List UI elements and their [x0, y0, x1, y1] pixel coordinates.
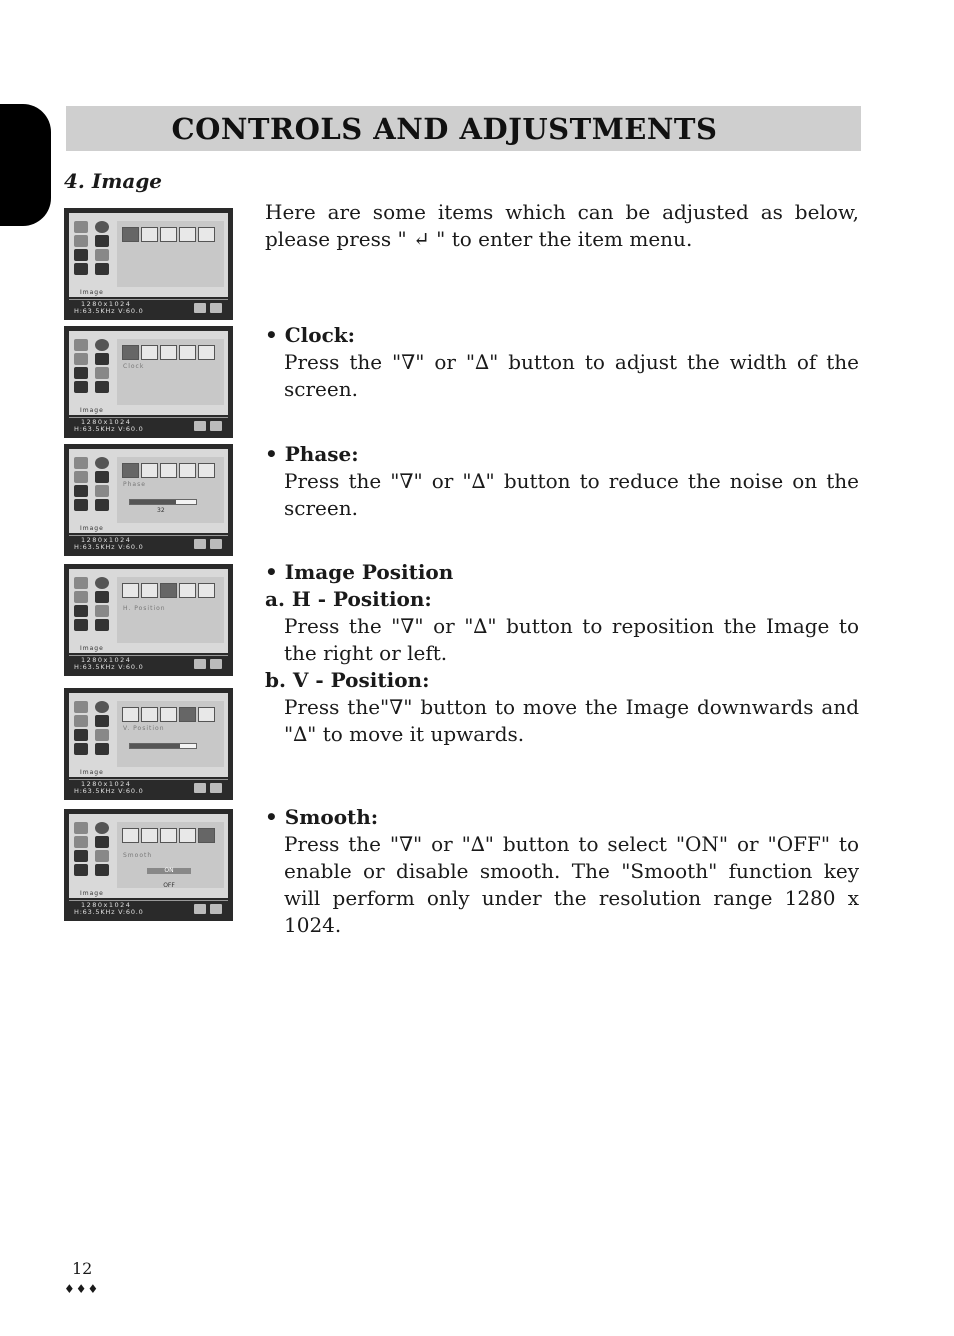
osd-resolution: 1280x1024: [81, 780, 132, 788]
osd-submenu-label: V. Position: [123, 725, 165, 732]
pen-icon: [74, 471, 88, 483]
footer-ornament: ♦♦♦: [64, 1282, 100, 1296]
image-icon: [95, 235, 109, 247]
image-icon: [95, 836, 109, 848]
speaker-icon: [210, 659, 222, 669]
input-icon: [194, 904, 206, 914]
osd-screenshot-clock: [64, 326, 233, 438]
speaker-icon: [210, 303, 222, 313]
monitor-icon: [74, 381, 88, 393]
volume-icon: [74, 221, 88, 233]
image-icon: [95, 471, 109, 483]
v-position-heading: b. V - Position:: [265, 668, 430, 692]
osd-frequency: H:63.5KHz V:60.0: [74, 663, 144, 671]
osd-frequency: H:63.5KHz V:60.0: [74, 425, 144, 433]
speaker-icon: [210, 783, 222, 793]
osd-frequency: H:63.5KHz V:60.0: [74, 307, 144, 315]
osd-frequency: H:63.5KHz V:60.0: [74, 908, 144, 916]
reset-icon: [95, 743, 109, 755]
osd-screenshot-v-position: [64, 688, 233, 800]
osd-slider: [129, 743, 197, 749]
osd-screenshot-image: [64, 208, 233, 320]
speaker-icon: [210, 539, 222, 549]
color-icon: [74, 367, 88, 379]
osd-resolution: 1280x1024: [81, 536, 132, 544]
volume-icon: [74, 457, 88, 469]
monitor-icon: [74, 743, 88, 755]
color-icon: [74, 485, 88, 497]
intro-paragraph: Here are some items which can be adjusted as below, please press " ↵ " to enter the item menu.: [265, 200, 859, 251]
smooth-heading: • Smooth:: [265, 805, 379, 829]
osd-submenu-label: Phase: [123, 481, 146, 488]
osd-menu-label: Image: [80, 769, 104, 776]
input-icon: [194, 659, 206, 669]
h-position-heading: a. H - Position:: [265, 587, 432, 611]
position-heading: • Image Position: [265, 560, 454, 584]
color-icon: [74, 729, 88, 741]
osd-option-off: OFF: [163, 882, 175, 889]
brightness-icon: [95, 701, 109, 713]
brightness-icon: [95, 221, 109, 233]
osd-menu-label: Image: [80, 890, 104, 897]
osd-frequency: H:63.5KHz V:60.0: [74, 787, 144, 795]
page-title: CONTROLS AND ADJUSTMENTS: [171, 111, 718, 146]
section-heading: 4. Image: [64, 169, 163, 193]
reset-icon: [95, 864, 109, 876]
v-position-text: Press the"∇" button to move the Image downwards and "∆" to move it upwards.: [284, 695, 859, 746]
position-block: [265, 559, 859, 748]
color-icon: [74, 605, 88, 617]
smooth-block: [265, 804, 859, 939]
brightness-icon: [95, 822, 109, 834]
pen-icon: [74, 235, 88, 247]
osd-screenshot-h-position: [64, 564, 233, 676]
osd-resolution: 1280x1024: [81, 901, 132, 909]
pen-icon: [74, 353, 88, 365]
osd-resolution: 1280x1024: [81, 418, 132, 426]
clock-heading: • Clock:: [265, 323, 356, 347]
monitor-icon: [74, 619, 88, 631]
color-icon: [74, 249, 88, 261]
osd-icon: [95, 249, 109, 261]
osd-submenu-label: H. Position: [123, 605, 166, 612]
osd-menu-label: Image: [80, 289, 104, 296]
image-icon: [95, 353, 109, 365]
volume-icon: [74, 822, 88, 834]
brightness-icon: [95, 339, 109, 351]
input-icon: [194, 539, 206, 549]
osd-submenu-label: Clock: [123, 363, 145, 370]
image-icon: [95, 715, 109, 727]
pen-icon: [74, 591, 88, 603]
osd-slider: [129, 499, 197, 505]
osd-frequency: H:63.5KHz V:60.0: [74, 543, 144, 551]
input-icon: [194, 421, 206, 431]
pen-icon: [74, 715, 88, 727]
osd-resolution: 1280x1024: [81, 300, 132, 308]
monitor-icon: [74, 263, 88, 275]
osd-menu-label: Image: [80, 525, 104, 532]
phase-text: Press the "∇" or "∆" button to reduce the noise on the screen.: [284, 469, 859, 520]
volume-icon: [74, 577, 88, 589]
monitor-icon: [74, 499, 88, 511]
phase-block: [265, 441, 859, 522]
monitor-icon: [74, 864, 88, 876]
osd-screenshot-smooth: [64, 809, 233, 921]
osd-icon: [95, 367, 109, 379]
image-icon: [95, 591, 109, 603]
brightness-icon: [95, 577, 109, 589]
osd-menu-label: Image: [80, 407, 104, 414]
osd-menu-label: Image: [80, 645, 104, 652]
osd-icon: [95, 850, 109, 862]
phase-heading: • Phase:: [265, 442, 359, 466]
page-number: 12: [72, 1259, 93, 1278]
osd-slider-value: 32: [157, 507, 165, 514]
osd-screenshot-phase: [64, 444, 233, 556]
input-icon: [194, 303, 206, 313]
chapter-tab: [0, 104, 51, 226]
osd-resolution: 1280x1024: [81, 656, 132, 664]
reset-icon: [95, 619, 109, 631]
osd-icon: [95, 605, 109, 617]
osd-submenu-label: Smooth: [123, 852, 153, 859]
speaker-icon: [210, 421, 222, 431]
pen-icon: [74, 836, 88, 848]
speaker-icon: [210, 904, 222, 914]
clock-text: Press the "∇" or "∆" button to adjust the width of the screen.: [284, 350, 859, 401]
brightness-icon: [95, 457, 109, 469]
h-position-text: Press the "∇" or "∆" button to reposition the Image to the right or left.: [284, 614, 859, 665]
osd-icon: [95, 485, 109, 497]
reset-icon: [95, 263, 109, 275]
smooth-text: Press the "∇" or "∆" button to select "ON" or "OFF" to enable or disable smooth. The "Smooth" function key will perform only under the resolution range 1280 x 1024.: [284, 832, 859, 937]
input-icon: [194, 783, 206, 793]
osd-option-on: ON: [147, 868, 191, 874]
reset-icon: [95, 499, 109, 511]
reset-icon: [95, 381, 109, 393]
volume-icon: [74, 339, 88, 351]
title-bar: [66, 106, 861, 151]
color-icon: [74, 850, 88, 862]
clock-block: [265, 322, 859, 403]
volume-icon: [74, 701, 88, 713]
osd-icon: [95, 729, 109, 741]
